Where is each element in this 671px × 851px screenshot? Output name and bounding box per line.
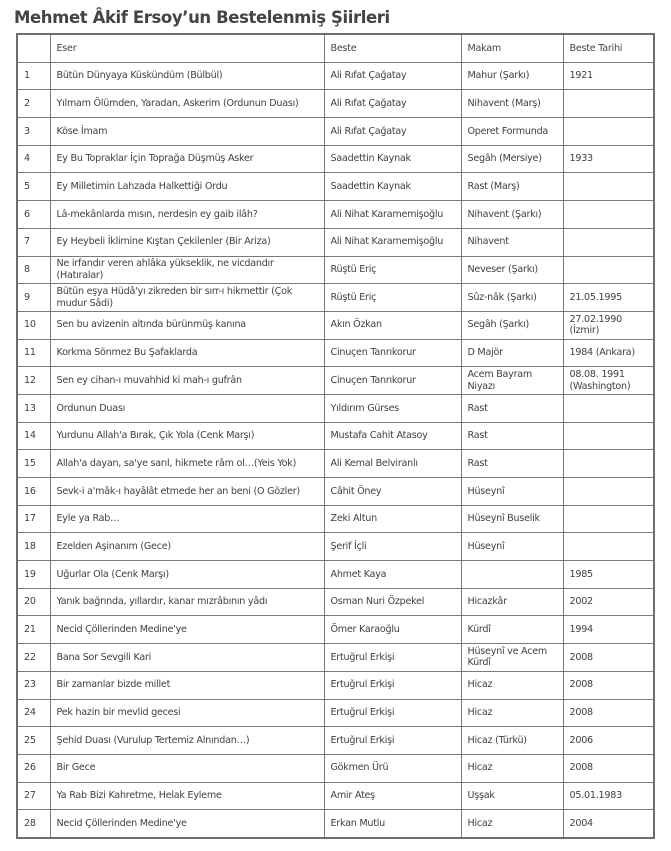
table-row	[17, 311, 654, 339]
header-number	[17, 34, 50, 62]
row-number: 11	[17, 339, 50, 367]
table-row	[17, 90, 654, 118]
composed-poems-table	[16, 33, 655, 839]
cell-beste-tarihi: 2008	[563, 644, 654, 672]
cell-beste: Ali Rıfat Çağatay	[324, 118, 461, 146]
cell-beste: Cinuçen Tanrıkorur	[324, 367, 461, 395]
cell-makam: Operet Formunda	[461, 118, 563, 146]
cell-beste: Ertuğrul Erkişi	[324, 699, 461, 727]
row-number: 23	[17, 671, 50, 699]
cell-makam: Rast	[461, 450, 563, 478]
cell-beste: Ertuğrul Erkişi	[324, 644, 461, 672]
header-makam: Makam	[461, 34, 563, 62]
cell-beste-tarihi	[563, 422, 654, 450]
cell-makam: Nihavent	[461, 228, 563, 256]
cell-makam: Hüseynî ve Acem Kürdî	[461, 644, 563, 672]
cell-beste: Ali Rıfat Çağatay	[324, 90, 461, 118]
cell-beste-tarihi	[563, 173, 654, 201]
row-number: 26	[17, 754, 50, 782]
cell-makam: Hicaz	[461, 671, 563, 699]
cell-beste-tarihi: 1933	[563, 145, 654, 173]
cell-makam: Hicaz	[461, 754, 563, 782]
cell-makam: Kürdî	[461, 616, 563, 644]
row-number: 16	[17, 478, 50, 506]
cell-eser: Bir Gece	[50, 754, 324, 782]
cell-eser: Bir zamanlar bizde millet	[50, 671, 324, 699]
cell-beste: Ali Rıfat Çağatay	[324, 62, 461, 90]
cell-eser: Lâ-mekânlarda mısın, nerdesin ey gaib ilâh?	[50, 201, 324, 229]
cell-eser: Yurdunu Allah'a Bırak, Çık Yola (Cenk Marşı)	[50, 422, 324, 450]
cell-beste-tarihi: 08.08. 1991 (Washington)	[563, 367, 654, 395]
table-row	[17, 810, 654, 838]
cell-makam: Hüseynî	[461, 533, 563, 561]
cell-makam	[461, 561, 563, 589]
row-number: 10	[17, 311, 50, 339]
cell-beste: Rüştü Eriç	[324, 284, 461, 312]
cell-eser: Bütün Dünyaya Küskündüm (Bülbül)	[50, 62, 324, 90]
table-row	[17, 118, 654, 146]
cell-beste-tarihi: 2006	[563, 727, 654, 755]
table-row	[17, 339, 654, 367]
cell-eser: Yılmam Ölümden, Yaradan, Askerim (Ordunun Duası)	[50, 90, 324, 118]
cell-beste: Ali Nihat Karamemişoğlu	[324, 201, 461, 229]
cell-beste: Rüştü Eriç	[324, 256, 461, 284]
table-body	[17, 62, 654, 838]
table-header-row	[17, 34, 654, 62]
cell-beste: Ömer Karaoğlu	[324, 616, 461, 644]
cell-makam: Uşşak	[461, 782, 563, 810]
cell-eser: Sevk-i a'mâk-ı hayâlât etmede her an beni (O Gözler)	[50, 478, 324, 506]
cell-eser: Necid Çöllerinden Medine'ye	[50, 810, 324, 838]
table-row	[17, 201, 654, 229]
table-row	[17, 450, 654, 478]
row-number: 14	[17, 422, 50, 450]
cell-makam: Sûz-nâk (Şarkı)	[461, 284, 563, 312]
table-row	[17, 478, 654, 506]
cell-beste: Cinuçen Tanrıkorur	[324, 339, 461, 367]
cell-beste: Câhit Öney	[324, 478, 461, 506]
row-number: 25	[17, 727, 50, 755]
cell-beste: Yıldırım Gürses	[324, 394, 461, 422]
cell-beste-tarihi: 2008	[563, 699, 654, 727]
cell-makam: D Majör	[461, 339, 563, 367]
cell-eser: Ordunun Duası	[50, 394, 324, 422]
table-row	[17, 671, 654, 699]
cell-eser: Ey Bu Topraklar İçin Toprağa Düşmüş Asker	[50, 145, 324, 173]
cell-makam: Rast	[461, 394, 563, 422]
cell-makam: Mahur (Şarkı)	[461, 62, 563, 90]
row-number: 4	[17, 145, 50, 173]
cell-beste-tarihi: 2004	[563, 810, 654, 838]
cell-beste-tarihi: 1984 (Ankara)	[563, 339, 654, 367]
cell-eser: Allah'a dayan, sa'ye sarıl, hikmete râm ol…(Yeis Yok)	[50, 450, 324, 478]
cell-beste-tarihi: 1921	[563, 62, 654, 90]
table-row	[17, 588, 654, 616]
cell-beste: Ali Nihat Karamemişoğlu	[324, 228, 461, 256]
header-beste-tarihi: Beste Tarihi	[563, 34, 654, 62]
page-title: Mehmet Âkif Ersoy’un Bestelenmiş Şiirleri	[14, 8, 390, 27]
cell-eser: Yanık bağrında, yıllardır, kanar mızrâbının yâdı	[50, 588, 324, 616]
cell-beste-tarihi	[563, 394, 654, 422]
table-row	[17, 394, 654, 422]
row-number: 19	[17, 561, 50, 589]
cell-makam: Hicaz (Türkü)	[461, 727, 563, 755]
row-number: 15	[17, 450, 50, 478]
cell-beste: Ertuğrul Erkişi	[324, 727, 461, 755]
cell-beste-tarihi	[563, 533, 654, 561]
cell-makam: Hüseynî Buselik	[461, 505, 563, 533]
header-eser: Eser	[50, 34, 324, 62]
table-row	[17, 644, 654, 672]
row-number: 9	[17, 284, 50, 312]
cell-eser: Uğurlar Ola (Cenk Marşı)	[50, 561, 324, 589]
cell-eser: Ey Milletimin Lahzada Halkettiği Ordu	[50, 173, 324, 201]
cell-beste-tarihi: 21.05.1995	[563, 284, 654, 312]
cell-eser: Ey Heybeli İklimine Kıştan Çekilenler (Bir Ariza)	[50, 228, 324, 256]
cell-beste-tarihi	[563, 505, 654, 533]
cell-beste-tarihi	[563, 478, 654, 506]
row-number: 8	[17, 256, 50, 284]
row-number: 3	[17, 118, 50, 146]
row-number: 18	[17, 533, 50, 561]
cell-beste: Ertuğrul Erkişi	[324, 671, 461, 699]
cell-eser: Sen ey cihan-ı muvahhid ki mah-ı gufrân	[50, 367, 324, 395]
table-row	[17, 228, 654, 256]
table-row	[17, 727, 654, 755]
cell-eser: Köse İmam	[50, 118, 324, 146]
cell-eser: Ne irfandır veren ahlâka yükseklik, ne vicdandır (Hatıralar)	[50, 256, 324, 284]
cell-eser: Ya Rab Bizi Kahretme, Helak Eyleme	[50, 782, 324, 810]
table-row	[17, 256, 654, 284]
row-number: 7	[17, 228, 50, 256]
cell-beste-tarihi	[563, 256, 654, 284]
table-row	[17, 505, 654, 533]
row-number: 12	[17, 367, 50, 395]
cell-makam: Segâh (Mersiye)	[461, 145, 563, 173]
table-row	[17, 284, 654, 312]
cell-beste: Saadettin Kaynak	[324, 145, 461, 173]
table-row	[17, 699, 654, 727]
cell-beste-tarihi	[563, 228, 654, 256]
cell-beste-tarihi: 2002	[563, 588, 654, 616]
cell-beste-tarihi: 2008	[563, 671, 654, 699]
row-number: 13	[17, 394, 50, 422]
cell-makam: Neveser (Şarkı)	[461, 256, 563, 284]
cell-beste-tarihi	[563, 201, 654, 229]
cell-makam: Nihavent (Şarkı)	[461, 201, 563, 229]
cell-makam: Rast	[461, 422, 563, 450]
cell-beste-tarihi: 05.01.1983	[563, 782, 654, 810]
row-number: 22	[17, 644, 50, 672]
cell-makam: Rast (Marş)	[461, 173, 563, 201]
cell-eser: Ezelden Aşinanım (Gece)	[50, 533, 324, 561]
cell-eser: Bütün eşya Hüdâ'yı zikreden bir sırr-ı hikmettir (Çok mudur Sâdi)	[50, 284, 324, 312]
cell-beste-tarihi: 1994	[563, 616, 654, 644]
cell-beste: Saadettin Kaynak	[324, 173, 461, 201]
cell-beste: Şerif İçli	[324, 533, 461, 561]
row-number: 24	[17, 699, 50, 727]
row-number: 1	[17, 62, 50, 90]
cell-beste: Zeki Altun	[324, 505, 461, 533]
row-number: 17	[17, 505, 50, 533]
row-number: 28	[17, 810, 50, 838]
cell-beste: Gökmen Ürü	[324, 754, 461, 782]
row-number: 2	[17, 90, 50, 118]
cell-beste: Mustafa Cahit Atasoy	[324, 422, 461, 450]
cell-beste: Erkan Mutlu	[324, 810, 461, 838]
cell-makam: Hicaz	[461, 810, 563, 838]
cell-makam: Hicazkâr	[461, 588, 563, 616]
header-beste: Beste	[324, 34, 461, 62]
cell-beste-tarihi	[563, 118, 654, 146]
cell-beste: Amir Ateş	[324, 782, 461, 810]
table-row	[17, 754, 654, 782]
cell-beste-tarihi	[563, 90, 654, 118]
cell-makam: Acem Bayram Niyazı	[461, 367, 563, 395]
table-row	[17, 616, 654, 644]
cell-beste: Ahmet Kaya	[324, 561, 461, 589]
table-row	[17, 422, 654, 450]
row-number: 20	[17, 588, 50, 616]
cell-beste: Ali Kemal Belviranlı	[324, 450, 461, 478]
cell-eser: Necid Çöllerinden Medine'ye	[50, 616, 324, 644]
row-number: 6	[17, 201, 50, 229]
table-row	[17, 782, 654, 810]
table-row	[17, 561, 654, 589]
cell-eser: Eyle ya Rab…	[50, 505, 324, 533]
cell-beste: Akın Özkan	[324, 311, 461, 339]
cell-beste-tarihi: 2008	[563, 754, 654, 782]
cell-beste-tarihi: 27.02.1990 (İzmir)	[563, 311, 654, 339]
table-row	[17, 62, 654, 90]
table-row	[17, 367, 654, 395]
table-row	[17, 145, 654, 173]
cell-makam: Hicaz	[461, 699, 563, 727]
cell-makam: Nihavent (Marş)	[461, 90, 563, 118]
row-number: 27	[17, 782, 50, 810]
cell-beste: Osman Nuri Özpekel	[324, 588, 461, 616]
cell-eser: Korkma Sönmez Bu Şafaklarda	[50, 339, 324, 367]
cell-makam: Hüseynî	[461, 478, 563, 506]
cell-makam: Segâh (Şarkı)	[461, 311, 563, 339]
row-number: 5	[17, 173, 50, 201]
table-row	[17, 173, 654, 201]
table-row	[17, 533, 654, 561]
row-number: 21	[17, 616, 50, 644]
cell-beste-tarihi	[563, 450, 654, 478]
cell-eser: Pek hazin bir mevlid gecesi	[50, 699, 324, 727]
cell-eser: Sen bu avizenin altında bürünmüş kanına	[50, 311, 324, 339]
cell-eser: Bana Sor Sevgili Kari	[50, 644, 324, 672]
cell-beste-tarihi: 1985	[563, 561, 654, 589]
cell-eser: Şehid Duası (Vurulup Tertemiz Alnından…)	[50, 727, 324, 755]
